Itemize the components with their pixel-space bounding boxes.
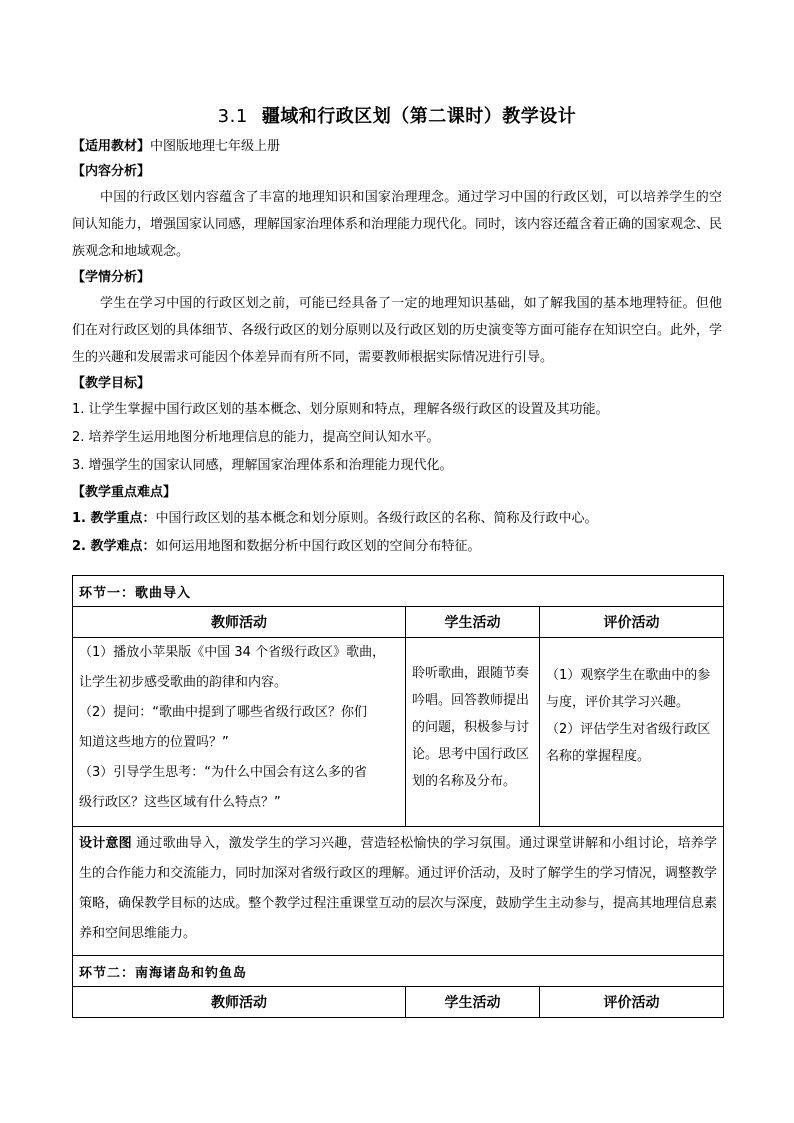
teacher-line: （2）提问：“歌曲中提到了哪些省级行政区？你们 [79, 705, 368, 720]
teacher-line: （3）引导学生思考：“为什么中国会有这么多的省 [79, 765, 368, 780]
title-number: 3.1 [217, 106, 248, 127]
column-header-teacher: 教师活动 [73, 607, 406, 638]
table-header-row [73, 987, 724, 1018]
eval-line: （1）观察学生在歌曲中的参 [546, 668, 711, 683]
content-analysis-text: 中国的行政区划内容蕴含了丰富的地理知识和国家治理理念。通过学习中国的行政区划，可以培养学生的空间认知能力，增强国家认同感，理解国家治理体系和治理能力现代化。同时，该内容还蕴含着正确的国家观念、民族观念和地域观念。 [72, 190, 723, 259]
table-header-row [73, 607, 724, 638]
teacher-line: 级行政区？这些区域有什么特点？” [79, 795, 281, 810]
student-line: 论。思考中国行政区 [412, 747, 530, 762]
key-points-heading: 【教学重点难点】 [72, 485, 177, 500]
key-point-label: 1. 教学重点： [72, 511, 156, 526]
eval-line: 与度，评价其学习兴趣。 [546, 695, 690, 710]
design-intent-text: 通过歌曲导入，激发学生的学习兴趣，营造轻松愉快的学习氛围。通过课堂讲解和小组讨论，培养学生的合作能力和交流能力，同时加深对省级行政区的理解。通过评价活动，及时了解学生的学习情况，调整教学策略，确保教学目标的达成。整个教学过程注重课堂互动的层次与深度，鼓励学生主动参与，提高其地理信息素养和空间思维能力。 [79, 836, 717, 941]
column-header-student: 学生活动 [406, 987, 540, 1018]
design-intent-cell [73, 827, 724, 956]
key-point-text: 中国行政区划的基本概念和划分原则。各级行政区的名称、简称及行政中心。 [155, 511, 598, 526]
document-title [72, 102, 722, 128]
eval-activity-cell [540, 638, 724, 827]
goals-heading: 【教学目标】 [72, 376, 151, 391]
column-header-eval: 评价活动 [540, 607, 724, 638]
student-line: 的问题，积极参与讨 [412, 720, 530, 735]
activity-row [73, 638, 724, 827]
student-line: 吟唱。回答教师提出 [412, 693, 530, 708]
lesson-table [72, 575, 724, 1018]
difficult-point-label: 2. 教学难点： [72, 539, 156, 554]
column-header-teacher: 教师活动 [73, 987, 406, 1018]
key-point-item [72, 533, 722, 561]
teacher-activity-cell [73, 638, 406, 827]
eval-line: 名称的掌握程度。 [546, 749, 651, 764]
eval-line: （2）评估学生对省级行政区 [546, 722, 711, 737]
column-header-eval: 评价活动 [540, 987, 724, 1018]
learner-analysis-text: 学生在学习中国的行政区划之前，可能已经具备了一定的地理知识基础，如了解我国的基本地理特征。但他们在对行政区划的具体细节、各级行政区的划分原则以及行政区划的历史演变等方面可能存在知识空白。此外，学生的兴趣和发展需求可能因个体差异而有所不同，需要教师根据实际情况进行引导。 [72, 296, 723, 365]
design-intent-row [73, 827, 724, 956]
teacher-line: （1）播放小苹果版《中国 34 个省级行政区》歌曲， [79, 645, 386, 660]
goal-item: 1. 让学生掌握中国行政区划的基本概念、划分原则和特点，理解各级行政区的设置及其功能。 [72, 402, 609, 417]
goal-item: 3. 增强学生的国家认同感，理解国家治理体系和治理能力现代化。 [72, 458, 453, 473]
material-line [72, 134, 722, 159]
teacher-line: 知道这些地方的位置吗？” [79, 735, 229, 750]
title-text: 疆域和行政区划（第二课时）教学设计 [261, 106, 577, 127]
section-title: 环节一：歌曲导入 [73, 576, 724, 607]
content-analysis-heading: 【内容分析】 [72, 164, 151, 179]
section-row [73, 956, 724, 987]
key-point-item [72, 505, 722, 533]
material-value: 中图版地理七年级上册 [150, 139, 281, 154]
teacher-line: 让学生初步感受歌曲的韵律和内容。 [79, 675, 288, 690]
student-line: 聆听歌曲，跟随节奏 [412, 666, 530, 681]
section-title: 环节二：南海诸岛和钓鱼岛 [73, 956, 724, 987]
student-line: 划的名称及分布。 [412, 774, 517, 789]
material-label: 【适用教材】 [72, 139, 151, 154]
section-row [73, 576, 724, 607]
design-intent-label: 设计意图 [79, 836, 132, 851]
learner-analysis-heading: 【学情分析】 [72, 270, 151, 285]
document-page [72, 96, 722, 1018]
column-header-student: 学生活动 [406, 607, 540, 638]
student-activity-cell [406, 638, 540, 827]
goal-item: 2. 培养学生运用地图分析地理信息的能力，提高空间认知水平。 [72, 430, 440, 445]
difficult-point-text: 如何运用地图和数据分析中国行政区划的空间分布特征。 [155, 539, 481, 554]
